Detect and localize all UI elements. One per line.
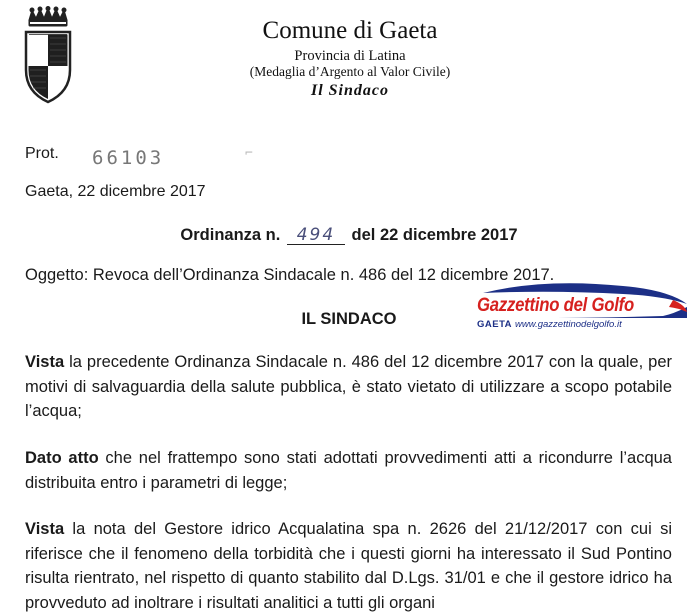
place-date: Gaeta, 22 dicembre 2017 xyxy=(25,183,206,200)
ordinance-prefix: Ordinanza n. xyxy=(180,226,281,244)
paragraph-lead: Vista xyxy=(25,520,65,538)
paragraph-lead: Vista xyxy=(25,353,65,371)
protocol-number: 66103 xyxy=(92,147,165,169)
section-heading: IL SINDACO xyxy=(301,310,397,328)
paragraph-text: la precedente Ordinanza Sindacale n. 486 del 12 dicembre 2017 con la quale, per motivi di salvaguardia della salute pubblica, è stato vietato di utilizzare a scopo potabile l’acqua; xyxy=(25,353,672,420)
mayor-heading: Il Sindaco xyxy=(310,82,389,99)
ordinance-date: del 22 dicembre 2017 xyxy=(351,226,518,244)
badge-url[interactable]: www.gazzettinodelgolfo.it xyxy=(515,319,622,330)
protocol-label: Prot. xyxy=(25,145,59,162)
paragraph-text: che nel frattempo sono stati adottati provvedimenti atti a ricondurre l’acqua distribuita entro i parametri di legge; xyxy=(25,449,672,492)
medal-note: (Medaglia d’Argento al Valor Civile) xyxy=(249,64,451,79)
badge-place: GAETA xyxy=(477,319,513,330)
ordinance-number: 494 xyxy=(287,226,345,245)
paragraph-vista-1 xyxy=(25,350,672,424)
coat-of-arms-icon xyxy=(20,8,76,104)
watermark-badge[interactable] xyxy=(473,278,693,338)
municipality-name: Comune di Gaeta xyxy=(262,17,438,44)
badge-title: Gazzettino del Golfo xyxy=(477,294,634,316)
paragraph-vista-2 xyxy=(25,517,672,615)
paragraph-text: la nota del Gestore idrico Acqualatina spa n. 2626 del 21/12/2017 con cui si riferisce che il fenomeno della torbidità che i questi giorni ha interessato il Sud Pontino risulta rientrato, nel rispetto di quanto stabilito dal D.Lgs. 31/01 e che il gestore idrico ha provveduto ad inoltrare i risultati analitici a tutti gli organi xyxy=(25,520,672,612)
letterhead xyxy=(200,16,500,101)
protocol-stamp-mark: ⌐ xyxy=(245,146,253,161)
paragraph-dato-atto xyxy=(25,446,672,495)
province-name: Provincia di Latina xyxy=(294,48,406,64)
ordinance-title xyxy=(0,226,698,245)
badge-subtitle xyxy=(477,319,622,330)
subject-line: Oggetto: Revoca dell’Ordinanza Sindacale n. 486 del 12 dicembre 2017. xyxy=(25,266,555,284)
paragraph-lead: Dato atto xyxy=(25,449,99,467)
